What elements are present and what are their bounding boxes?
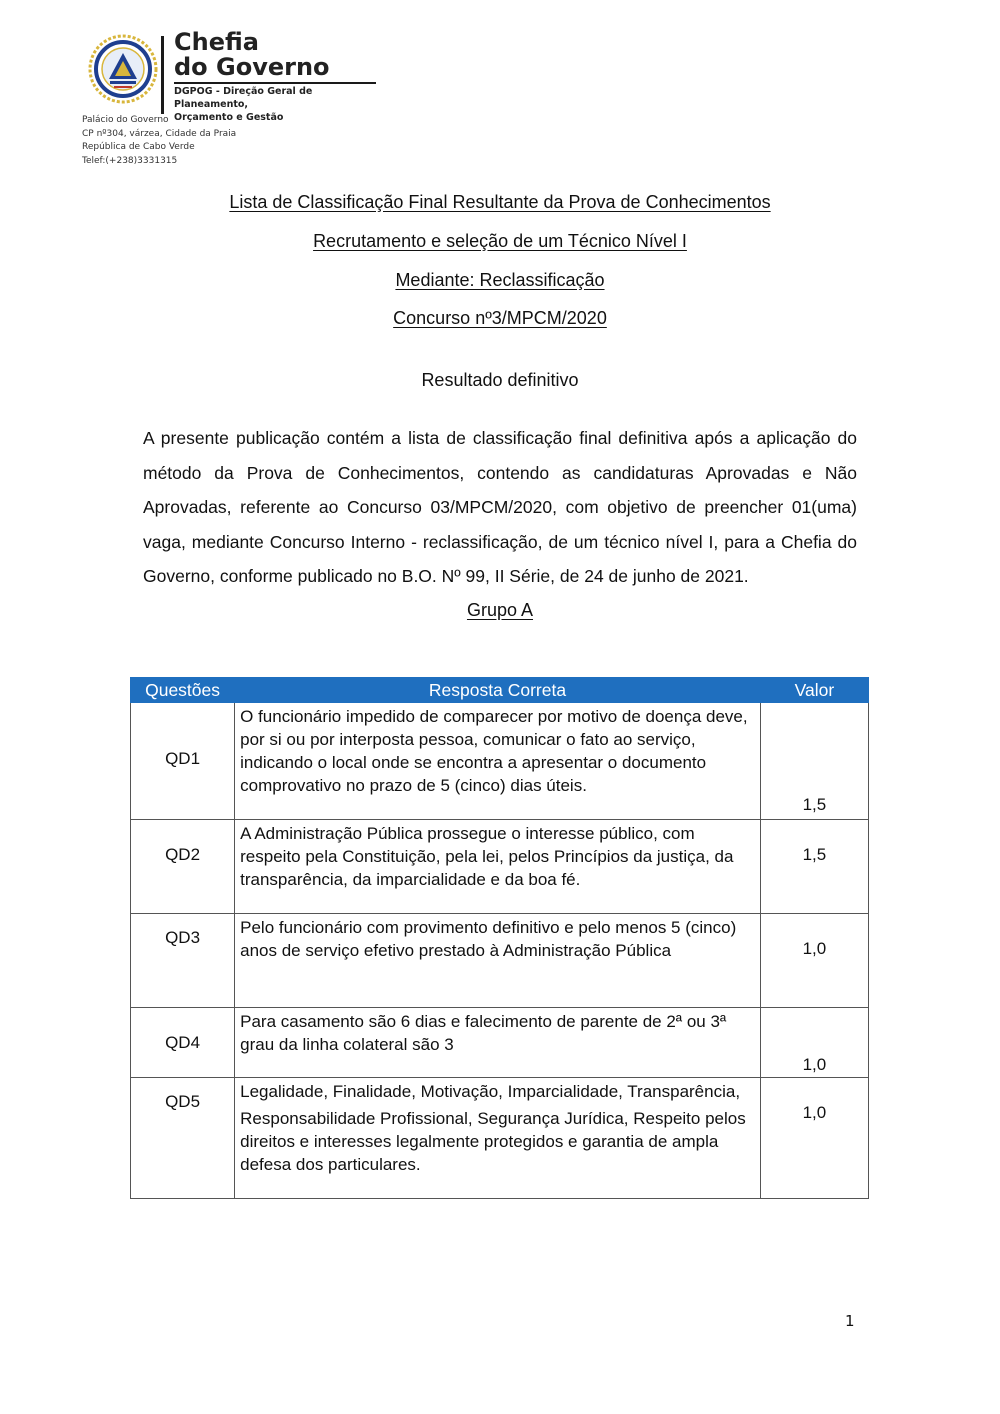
question-id: QD5	[165, 1092, 201, 1111]
document-title: Lista de Classificação Final Resultante da Prova de Conhecimentos	[229, 192, 771, 212]
government-seal-icon	[88, 34, 158, 104]
answer-text: Responsabilidade Profissional, Segurança Jurídica, Respeito pelos direitos e interesses legalmente protegidos e garantia de ampla defesa dos particulares.	[240, 1109, 746, 1174]
question-cell	[131, 820, 235, 914]
logo-line-1: Chefia	[174, 28, 259, 56]
question-id: QD3	[165, 928, 201, 947]
answers-table	[130, 677, 869, 1199]
table-row	[131, 914, 869, 1008]
table-row	[131, 1078, 869, 1199]
table-row	[131, 1008, 869, 1078]
header-value: Valor	[760, 678, 868, 703]
intro-paragraph: A presente publicação contém a lista de classificação final definitiva após a aplicação do método da Prova de Conhecimentos, contendo as candidaturas Aprovadas e Não Aprovadas, referente ao Concurso 03/MPCM/2020, com objetivo de preencher 01(uma) vaga, mediante Concurso Interno - reclassificação, de um técnico nível I, para a Chefia do Governo, conforme publicado no B.O. Nº 99, II Série, de 24 de junho de 2021.	[143, 428, 857, 586]
question-id: QD2	[165, 845, 201, 864]
value-cell	[760, 703, 868, 820]
logo-line-2: do Governo	[174, 53, 330, 81]
value-cell	[760, 1008, 868, 1078]
value-text: 1,0	[802, 1103, 827, 1122]
value-text: 1,0	[802, 1055, 827, 1074]
address-line: Telef:(+238)3331315	[82, 155, 178, 166]
address-line: CP nº304, várzea, Cidade da Praia	[82, 128, 237, 139]
answer-text: Legalidade, Finalidade, Motivação, Imparcialidade, Transparência,	[240, 1082, 741, 1101]
value-text: 1,5	[802, 845, 827, 864]
question-id: QD4	[165, 1033, 201, 1052]
answer-cell	[235, 1008, 761, 1078]
question-cell	[131, 914, 235, 1008]
header-correct-answer: Resposta Correta	[235, 678, 761, 703]
value-text: 1,5	[802, 795, 827, 814]
answer-cell	[235, 1078, 761, 1199]
group-label: Grupo A	[466, 600, 534, 620]
mode-subtitle: Mediante: Reclassificação	[395, 270, 605, 290]
answer-cell	[235, 914, 761, 1008]
question-cell	[131, 1008, 235, 1078]
answer-text: A Administração Pública prossegue o interesse público, com respeito pela Constituição, pela lei, pelos Princípios da justiça, da transparência, da imparcialidade e da boa fé.	[240, 824, 734, 889]
value-cell	[760, 820, 868, 914]
answer-cell	[235, 820, 761, 914]
letterhead	[82, 28, 402, 178]
question-cell	[131, 1078, 235, 1199]
department-line-1: DGPOG - Direção Geral de Planeamento,	[174, 86, 313, 110]
value-cell	[760, 1078, 868, 1199]
address-line: Palácio do Governo	[82, 115, 169, 125]
value-cell	[760, 914, 868, 1008]
answer-text: O funcionário impedido de comparecer por motivo de doença deve, por si ou por interposta pessoa, comunicar o fato ao serviço, indicando o local onde se encontra a apresentar o documento comprovativo no prazo de 5 (cinco) dias úteis.	[240, 707, 748, 795]
recruitment-subtitle: Recrutamento e seleção de um Técnico Nível I	[313, 231, 687, 251]
contest-number: Concurso nº3/MPCM/2020	[393, 308, 607, 328]
table-header-row	[131, 678, 869, 703]
question-cell	[131, 703, 235, 820]
result-heading: Resultado definitivo	[421, 370, 579, 390]
table-row	[131, 820, 869, 914]
table-row	[131, 703, 869, 820]
question-id: QD1	[165, 749, 201, 768]
logo-divider	[161, 36, 164, 114]
answer-text: anos de serviço efetivo prestado à Administração Pública	[240, 941, 672, 960]
logo-wordmark	[174, 30, 330, 80]
logo-underline	[174, 82, 376, 84]
value-text: 1,0	[802, 939, 827, 958]
address-block	[82, 114, 302, 168]
answer-text: Pelo funcionário com provimento definitivo e pelo menos 5 (cinco)	[240, 918, 737, 937]
header-questions: Questões	[131, 678, 235, 703]
page-number: 1	[845, 1312, 855, 1330]
address-line: República de Cabo Verde	[82, 142, 195, 152]
answer-text: Para casamento são 6 dias e falecimento de parente de 2ª ou 3ª grau da linha colateral são 3	[240, 1012, 727, 1054]
answer-cell	[235, 703, 761, 820]
department-line-2: Orçamento e Gestão	[174, 112, 284, 123]
